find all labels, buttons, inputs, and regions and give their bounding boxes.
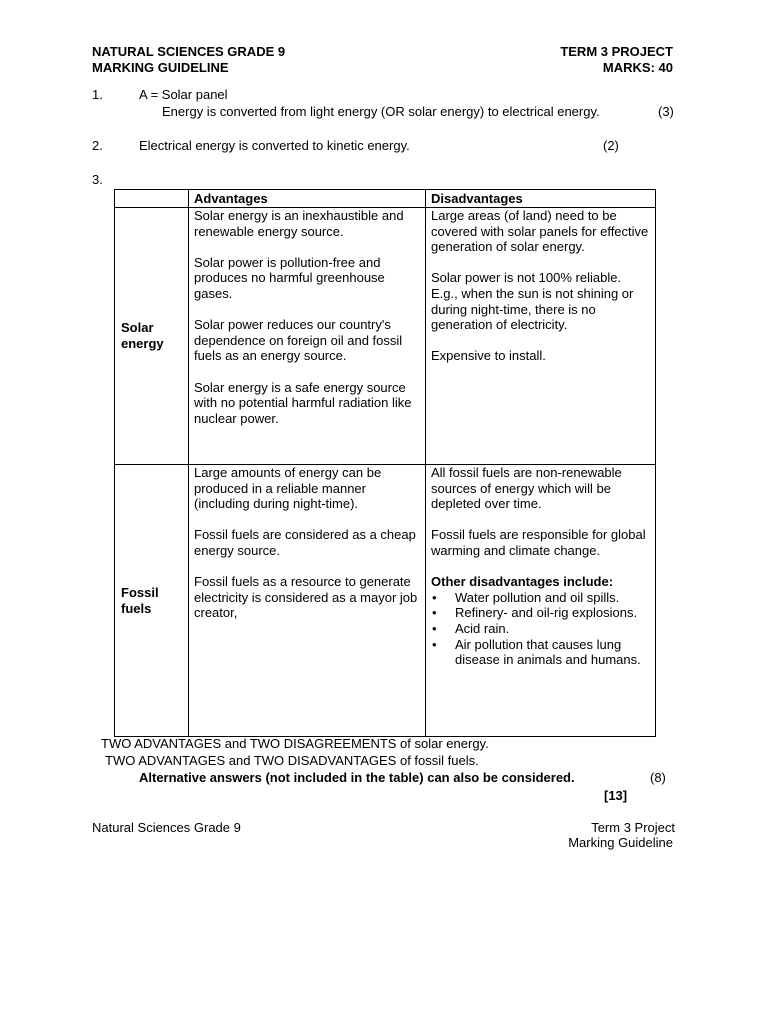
q1-marks: (3) — [658, 104, 674, 119]
q2-marks: (2) — [603, 138, 619, 153]
fossil-disadvantage-1: All fossil fuels are non-renewable sources of energy which will be depleted over time. — [431, 465, 622, 512]
table-header-empty — [115, 190, 189, 208]
row-label-solar-line2: energy — [121, 336, 164, 351]
q3-number: 3. — [92, 172, 103, 187]
solar-advantages-cell — [189, 208, 426, 465]
other-disadvantage-1: Water pollution and oil spills. — [455, 589, 620, 605]
fossil-disadvantage-2: Fossil fuels are responsible for global warming and climate change. — [431, 527, 646, 558]
fossil-disadvantages-cell — [426, 465, 656, 737]
q2-number: 2. — [92, 138, 103, 153]
fossil-advantage-1: Large amounts of energy can be produced in a reliable manner (including during night-time). — [194, 465, 382, 512]
row-label-fossil-line1: Fossil — [121, 584, 159, 600]
list-item — [431, 621, 650, 637]
footer-subject: Natural Sciences Grade 9 — [92, 820, 241, 835]
solar-disadvantage-2: Solar power is not 100% reliable. E.g., when the sun is not shining or during night-time, there is no generation of electricity. — [431, 270, 634, 333]
header-subject: NATURAL SCIENCES GRADE 9 — [92, 44, 286, 59]
header-doc-type: MARKING GUIDELINE — [92, 60, 229, 75]
q3-marks: (8) — [650, 770, 666, 785]
fossil-advantages-cell — [189, 465, 426, 737]
fossil-advantage-2: Fossil fuels are considered as a cheap energy source. — [194, 527, 416, 558]
row-label-fossil-line2: fuels — [121, 600, 152, 616]
header-marks: MARKS: 40 — [602, 60, 673, 75]
other-disadvantage-2: Refinery- and oil-rig explosions. — [455, 605, 638, 621]
q1-number: 1. — [92, 87, 103, 102]
footer-doc-type: Marking Guideline — [568, 835, 673, 850]
bullet-icon: • — [432, 589, 437, 605]
other-disadvantage-4: Air pollution that causes lung disease in animals and humans. — [455, 636, 641, 668]
q2-answer-text: Electrical energy is converted to kinetic energy. — [139, 138, 410, 153]
note-solar: TWO ADVANTAGES and TWO DISAGREEMENTS of solar energy. — [101, 736, 489, 751]
alternative-answers-note: Alternative answers (not included in the table) can also be considered. — [139, 770, 575, 785]
q3-total: [13] — [604, 788, 628, 803]
table-row-solar — [115, 208, 656, 465]
table-header-row — [115, 190, 656, 208]
solar-advantage-2: Solar power is pollution-free and produces no harmful greenhouse gases. — [194, 254, 385, 301]
list-item — [431, 605, 650, 621]
solar-disadvantage-1: Large areas (of land) need to be covered with solar panels for effective generation of solar energy. — [431, 208, 649, 255]
list-item — [431, 637, 650, 668]
bullet-icon: • — [432, 605, 437, 621]
q1-answer-label: A = Solar panel — [139, 87, 228, 102]
table-header-disadvantages: Disadvantages — [426, 190, 656, 208]
solar-disadvantages-cell — [426, 208, 656, 465]
fossil-advantage-3: Fossil fuels as a resource to generate electricity is considered as a mayor job creator, — [194, 574, 418, 621]
footer-term: Term 3 Project — [591, 820, 675, 835]
solar-advantage-4: Solar energy is a safe energy source with no potential harmful radiation like nuclear power. — [194, 379, 412, 426]
other-disadvantages-list — [431, 590, 650, 668]
row-label-fossil — [115, 465, 189, 737]
row-label-solar — [115, 208, 189, 465]
solar-disadvantage-3: Expensive to install. — [431, 348, 546, 364]
bullet-icon: • — [432, 620, 437, 636]
bullet-icon: • — [432, 636, 437, 652]
table-header-advantages: Advantages — [189, 190, 426, 208]
other-disadvantage-3: Acid rain. — [455, 620, 510, 636]
q1-answer-text: Energy is converted from light energy (OR solar energy) to electrical energy. — [162, 104, 600, 119]
header-term: TERM 3 PROJECT — [560, 44, 673, 59]
row-label-solar-line1: Solar — [121, 320, 154, 336]
other-disadvantages-heading: Other disadvantages include: — [431, 574, 614, 590]
solar-advantage-1: Solar energy is an inexhaustible and renewable energy source. — [194, 208, 404, 239]
solar-advantage-3: Solar power reduces our country's dependence on foreign oil and fossil fuels as an energy source. — [194, 317, 403, 364]
comparison-table — [114, 189, 656, 737]
note-fossil: TWO ADVANTAGES and TWO DISADVANTAGES of fossil fuels. — [105, 753, 479, 768]
table-row-fossil — [115, 465, 656, 737]
list-item — [431, 590, 650, 606]
